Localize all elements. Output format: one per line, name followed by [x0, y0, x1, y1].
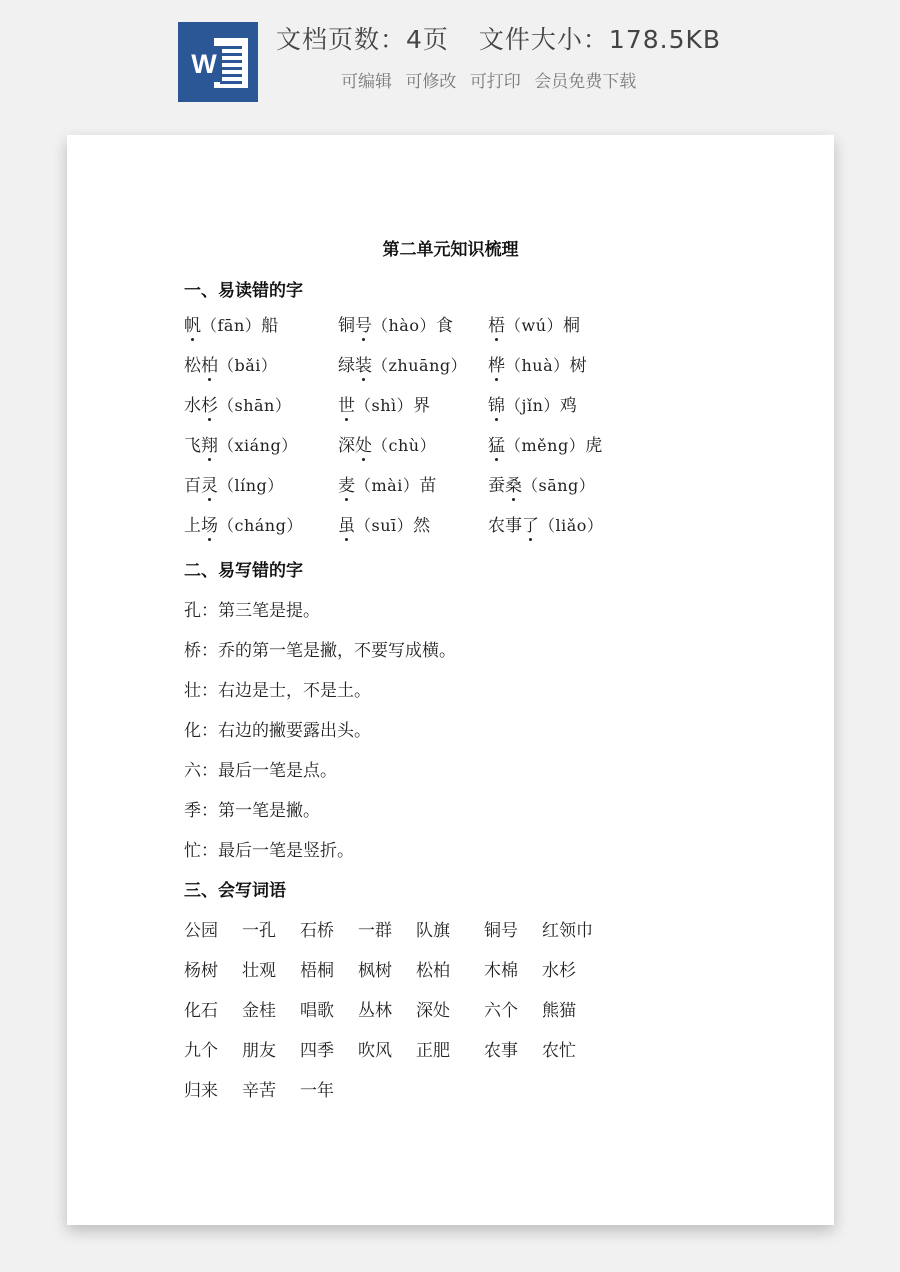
pinyin: （huà） [505, 356, 570, 375]
vocabulary-word: 九个 [184, 1041, 218, 1061]
dotted-character: 场 [201, 516, 218, 536]
misread-entry [338, 351, 467, 376]
dotted-character: 桦 [488, 356, 505, 376]
dotted-character: 柏 [201, 356, 218, 376]
feature-modifiable: 可修改 [405, 72, 457, 92]
vocabulary-word: 化石 [184, 1001, 218, 1021]
section-heading-miswritten: 二、易写错的字 [184, 561, 303, 581]
stroke-tip: 桥：乔的第一笔是撇，不要写成横。 [184, 641, 456, 661]
pinyin: （suī） [355, 516, 414, 535]
entry-prefix: 绿 [338, 356, 355, 376]
dotted-character: 翔 [201, 436, 218, 456]
dotted-character: 杉 [201, 396, 218, 416]
pinyin: （mài） [355, 476, 420, 495]
stroke-tip: 孔：第三笔是提。 [184, 601, 320, 621]
misread-entry [184, 311, 278, 336]
dotted-character: 处 [355, 436, 372, 456]
misread-row [184, 471, 784, 495]
feature-list [341, 67, 644, 92]
misread-entry [338, 311, 453, 336]
pinyin: （sāng） [522, 476, 596, 495]
vocabulary-word: 一群 [358, 921, 392, 941]
vocabulary-word: 水杉 [542, 961, 576, 981]
pinyin: （xiáng） [218, 436, 298, 455]
entry-suffix: 虎 [585, 436, 603, 456]
document-page [67, 135, 834, 1225]
entry-suffix: 船 [261, 316, 279, 336]
stroke-tip: 壮：右边是士，不是土。 [184, 681, 371, 701]
section-heading-vocabulary: 三、会写词语 [184, 881, 286, 901]
vocabulary-word: 农忙 [542, 1041, 576, 1061]
vocabulary-word: 吹风 [358, 1041, 392, 1061]
feature-printable: 可打印 [469, 72, 521, 92]
feature-editable: 可编辑 [341, 72, 392, 92]
stroke-tip: 季：第一笔是撇。 [184, 801, 320, 821]
vocabulary-word: 六个 [484, 1001, 518, 1021]
vocabulary-word: 红领巾 [542, 921, 593, 941]
vocabulary-word: 丛林 [358, 1001, 392, 1021]
pinyin: （cháng） [218, 516, 303, 535]
dotted-character: 桑 [505, 476, 522, 496]
pinyin: （měng） [505, 436, 586, 455]
vocabulary-word: 一年 [300, 1081, 334, 1101]
word-document-icon [178, 22, 258, 102]
dotted-character: 猛 [488, 436, 505, 456]
pinyin: （shān） [218, 396, 292, 415]
dotted-character: 灵 [201, 476, 218, 496]
misread-entry [338, 431, 436, 456]
vocabulary-word: 四季 [300, 1041, 334, 1061]
dotted-character: 锦 [488, 396, 505, 416]
page-title: 第二单元知识梳理 [382, 240, 519, 260]
entry-prefix: 松 [184, 356, 201, 376]
vocabulary-word: 石桥 [300, 921, 334, 941]
file-size: 文件大小：178.5KB [478, 25, 722, 54]
vocabulary-word: 辛苦 [242, 1081, 276, 1101]
misread-entry [488, 311, 580, 336]
vocabulary-word: 公园 [184, 921, 218, 941]
feature-member-download: 会员免费下载 [534, 72, 637, 92]
stroke-tip: 化：右边的撇要露出头。 [184, 721, 371, 741]
dotted-character: 世 [338, 396, 355, 416]
misread-entry [338, 511, 430, 536]
dotted-character: 号 [355, 316, 372, 336]
entry-suffix: 桐 [563, 316, 581, 336]
misread-entry [488, 391, 577, 416]
misread-entry [184, 471, 284, 496]
misread-row [184, 511, 784, 535]
misread-entry [338, 471, 436, 496]
vocabulary-word: 唱歌 [300, 1001, 334, 1021]
entry-suffix: 食 [435, 316, 453, 336]
vocabulary-word: 正肥 [416, 1041, 450, 1061]
misread-row [184, 311, 784, 335]
misread-entry [488, 351, 587, 376]
entry-prefix: 百 [184, 476, 201, 496]
file-info [276, 20, 721, 56]
misread-row [184, 431, 784, 455]
dotted-character: 麦 [338, 476, 355, 496]
entry-suffix: 苗 [419, 476, 437, 496]
entry-prefix: 铜 [338, 316, 355, 336]
dotted-character: 装 [355, 356, 372, 376]
pinyin: （shì） [355, 396, 414, 415]
vocabulary-word: 一孔 [242, 921, 276, 941]
page-count: 文档页数：4页 [276, 25, 449, 54]
dotted-character: 帆 [184, 316, 201, 336]
stroke-tip: 六：最后一笔是点。 [184, 761, 337, 781]
misread-row [184, 391, 784, 415]
vocabulary-row [184, 1036, 784, 1060]
vocabulary-word: 熊猫 [542, 1001, 576, 1021]
pinyin: （hào） [372, 316, 436, 335]
misread-row [184, 351, 784, 375]
vocabulary-word: 枫树 [358, 961, 392, 981]
misread-entry [184, 391, 291, 416]
pinyin: （zhuāng） [372, 356, 468, 375]
vocabulary-word: 农事 [484, 1041, 518, 1061]
pinyin: （wú） [505, 316, 564, 335]
misread-entry [338, 391, 430, 416]
entry-prefix: 农事 [488, 516, 522, 536]
misread-entry [488, 511, 603, 536]
vocabulary-row [184, 956, 784, 980]
dotted-character: 梧 [488, 316, 505, 336]
entry-suffix: 界 [413, 396, 431, 416]
pinyin: （bǎi） [218, 356, 278, 375]
vocabulary-word: 归来 [184, 1081, 218, 1101]
entry-prefix: 蚕 [488, 476, 505, 496]
vocabulary-row [184, 916, 784, 940]
misread-entry [184, 351, 277, 376]
entry-prefix: 上 [184, 516, 201, 536]
dotted-character: 了 [522, 516, 539, 536]
pinyin: （líng） [218, 476, 284, 495]
download-header [0, 0, 900, 120]
misread-entry [488, 431, 602, 456]
misread-entry [488, 471, 595, 496]
vocabulary-word: 金桂 [242, 1001, 276, 1021]
entry-prefix: 水 [184, 396, 201, 416]
dotted-character: 虽 [338, 516, 355, 536]
pinyin: （jǐn） [505, 396, 560, 415]
entry-suffix: 鸡 [559, 396, 577, 416]
vocabulary-word: 木棉 [484, 961, 518, 981]
stroke-tip: 忙：最后一笔是竖折。 [184, 841, 354, 861]
vocabulary-word: 壮观 [242, 961, 276, 981]
vocabulary-row [184, 996, 784, 1020]
entry-suffix: 然 [413, 516, 431, 536]
vocabulary-word: 队旗 [416, 921, 450, 941]
vocabulary-word: 杨树 [184, 961, 218, 981]
section-heading-misread: 一、易读错的字 [184, 281, 303, 301]
vocabulary-row [184, 1076, 784, 1100]
misread-entry [184, 511, 303, 536]
entry-prefix: 飞 [184, 436, 201, 456]
entry-suffix: 树 [569, 356, 587, 376]
pinyin: （liǎo） [539, 516, 604, 535]
misread-entry [184, 431, 298, 456]
entry-prefix: 深 [338, 436, 355, 456]
vocabulary-word: 深处 [416, 1001, 450, 1021]
word-icon-letter: W [186, 46, 222, 82]
pinyin: （chù） [372, 436, 437, 455]
vocabulary-word: 朋友 [242, 1041, 276, 1061]
vocabulary-word: 铜号 [484, 921, 518, 941]
vocabulary-word: 梧桐 [300, 961, 334, 981]
vocabulary-word: 松柏 [416, 961, 450, 981]
pinyin: （fān） [201, 316, 262, 335]
